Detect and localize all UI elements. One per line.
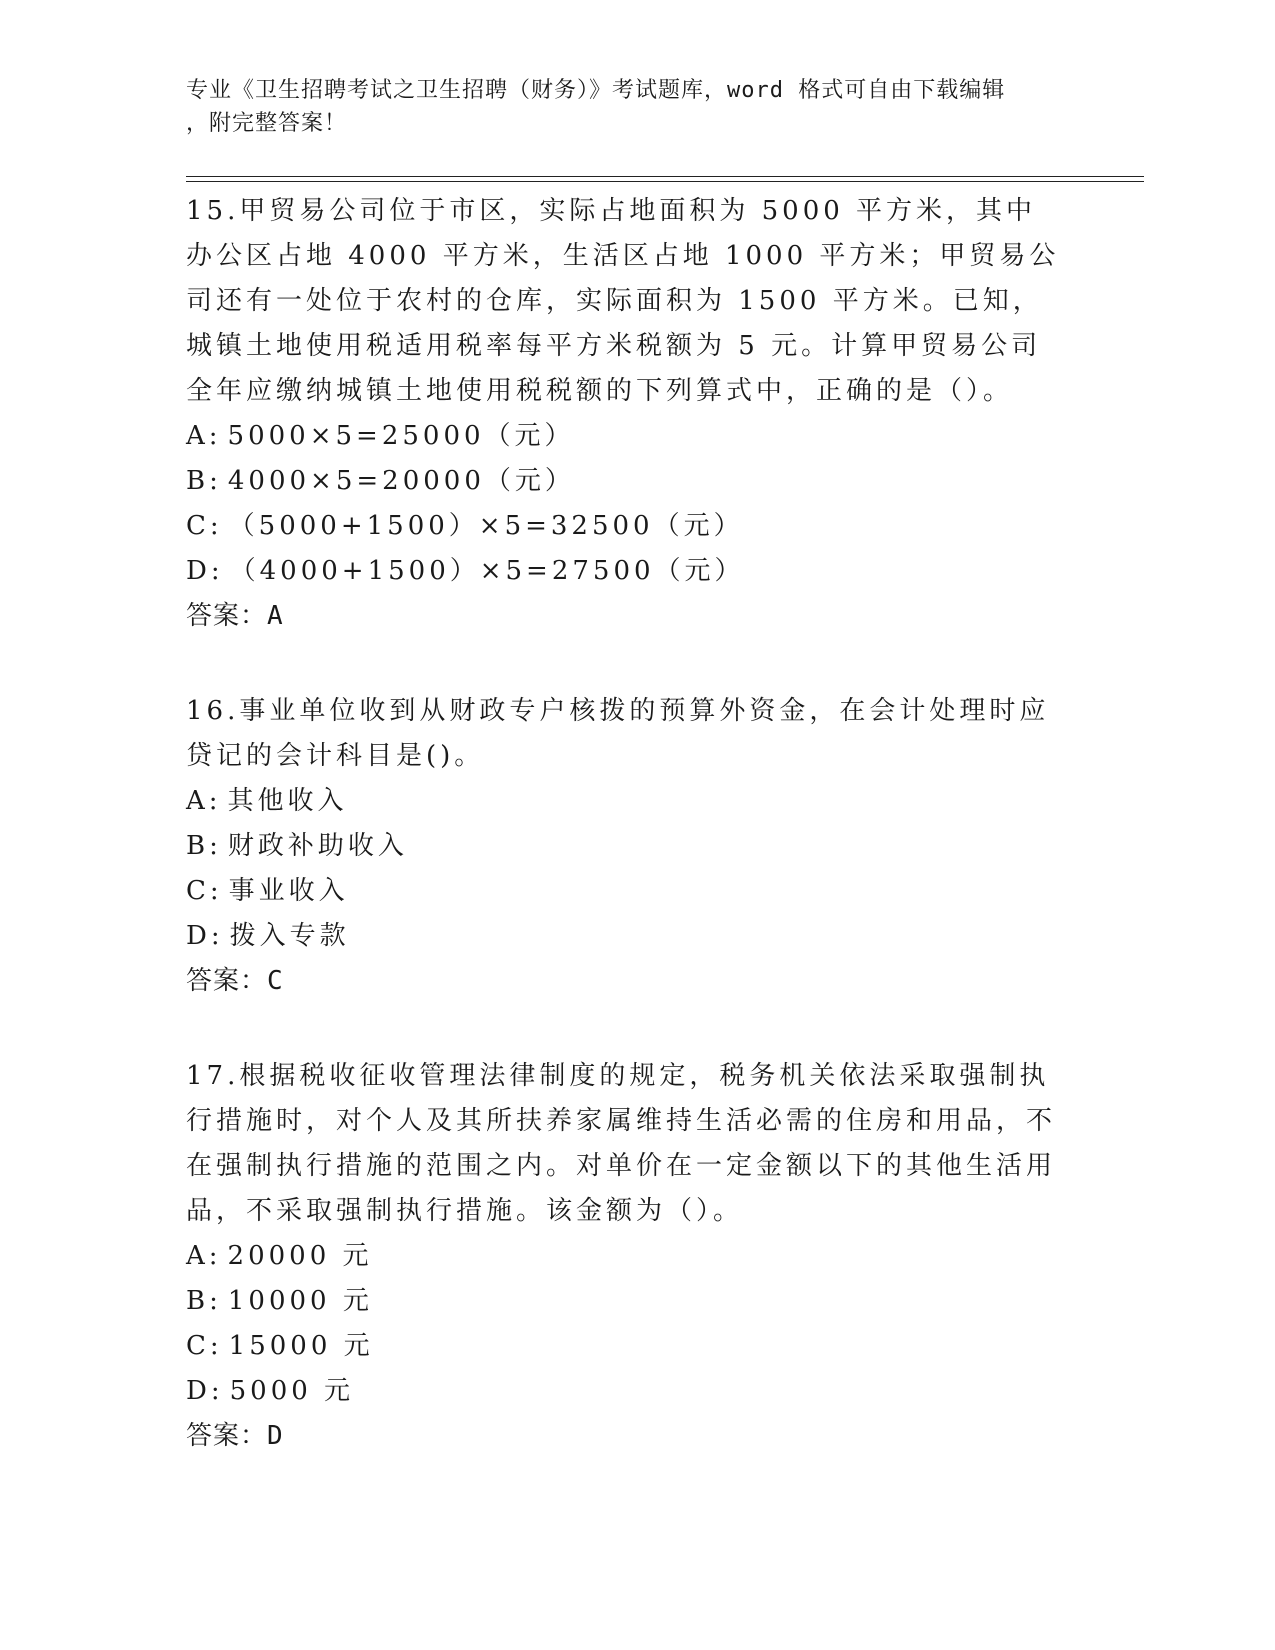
option-text: （4000+1500）×5=27500（元） [229,556,745,586]
question-15 [186,189,1086,639]
option-d [186,549,1086,594]
option-text: 财政补助收入 [227,831,408,861]
option-text: 10000 元 [227,1286,373,1316]
option-letter: B: [186,466,222,496]
option-text: 20000 元 [227,1241,373,1271]
option-b [186,1279,1086,1324]
header-line-2: ，附完整答案！ [186,111,348,136]
option-text: 事业收入 [228,876,349,906]
option-a [186,779,1086,824]
answer-line: 答案：C [186,966,284,996]
option-b [186,459,1086,504]
header-line-1: 专业《卫生招聘考试之卫生招聘（财务）》考试题库，word 格式可自由下载编辑 [186,78,1006,103]
option-letter: D: [186,921,224,951]
option-letter: D: [186,556,224,586]
option-c [186,1324,1086,1369]
option-letter: C: [186,511,223,541]
option-c [186,869,1086,914]
option-letter: B: [186,831,222,861]
option-letter: A: [186,1241,222,1271]
option-text: 拨入专款 [229,921,350,951]
question-16 [186,689,1086,1004]
option-b [186,824,1086,869]
question-17 [186,1054,1086,1459]
answer-line: 答案：A [186,601,284,631]
option-letter: A: [186,786,222,816]
option-c [186,504,1086,549]
question-stem: 15.甲贸易公司位于市区，实际占地面积为 5000 平方米，其中办公区占地 4000 平方米，生活区占地 1000 平方米；甲贸易公司还有一处位于农村的仓库，实际面积为 1500 平方米。已知，城镇土地使用税适用税率每平方米税额为 5 元。计算甲贸易公司全年应缴纳城镇土地使用税税额的下列算式中，正确的是（）。 [186,196,1060,406]
option-letter: A: [186,421,222,451]
option-a [186,414,1086,459]
question-stem: 16.事业单位收到从财政专户核拨的预算外资金，在会计处理时应贷记的会计科目是()。 [186,696,1050,771]
option-letter: C: [186,1331,223,1361]
option-d [186,914,1086,959]
option-d [186,1369,1086,1414]
header-divider-bottom [186,181,1144,182]
option-text: 其他收入 [227,786,348,816]
option-text: 5000×5=25000（元） [227,421,575,451]
option-text: （5000+1500）×5=32500（元） [228,511,744,541]
question-stem: 17.根据税收征收管理法律制度的规定，税务机关依法采取强制执行措施时，对个人及其所扶养家属维持生活必需的住房和用品，不在强制执行措施的范围之内。对单价在一定金额以下的其他生活用品，不采取强制执行措施。该金额为（）。 [186,1061,1057,1226]
option-text: 4000×5=20000（元） [227,466,575,496]
option-a [186,1234,1086,1279]
option-letter: C: [186,876,223,906]
option-text: 15000 元 [228,1331,374,1361]
header-divider-top [186,176,1144,177]
option-letter: D: [186,1376,224,1406]
option-letter: B: [186,1286,222,1316]
question-list [186,189,1086,1509]
document-header [186,74,1066,140]
answer-line: 答案：D [186,1421,284,1451]
option-text: 5000 元 [229,1376,355,1406]
